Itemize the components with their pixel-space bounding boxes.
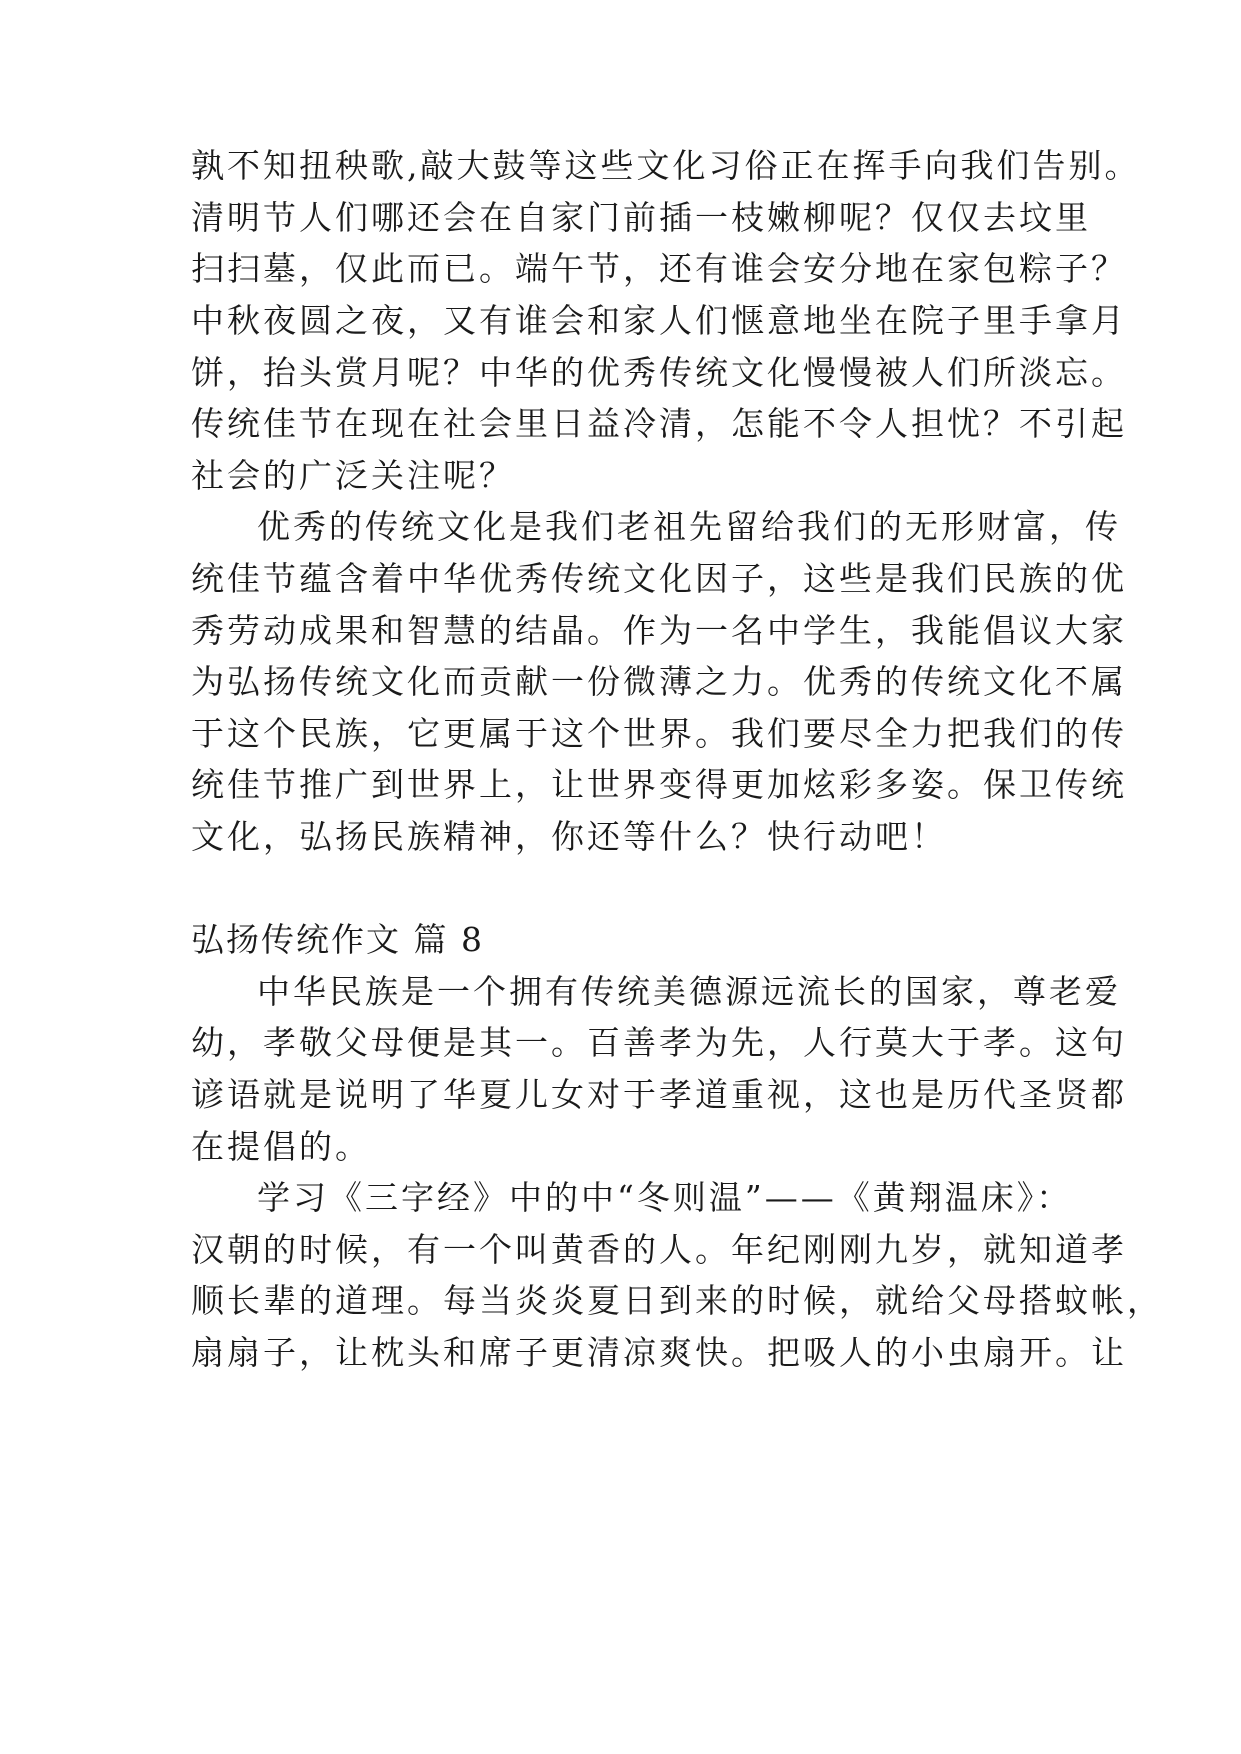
text-line: 中秋夜圆之夜，又有谁会和家人们惬意地坐在院子里手拿月 — [191, 301, 1127, 340]
section-title: 弘扬传统作文 篇 8 — [191, 920, 484, 959]
text-line: 清明节人们哪还会在自家门前插一枝嫩柳呢？仅仅去坟里 — [191, 198, 1091, 237]
text-line: 为弘扬传统文化而贡献一份微薄之力。优秀的传统文化不属 — [191, 662, 1127, 701]
text-line: 扇扇子，让枕头和席子更清凉爽快。把吸人的小虫扇开。让 — [191, 1333, 1127, 1372]
text-line: 扫扫墓，仅此而已。端午节，还有谁会安分地在家包粽子？ — [191, 249, 1127, 288]
text-line: 优秀的传统文化是我们老祖先留给我们的无形财富，传 — [257, 507, 1121, 546]
text-line: 学习《三字经》中的中“冬则温”——《黄翔温床》： — [257, 1178, 1073, 1217]
text-line: 中华民族是一个拥有传统美德源远流长的国家，尊老爱 — [257, 972, 1121, 1011]
text-line: 社会的广泛关注呢？ — [191, 456, 515, 495]
text-line: 谚语就是说明了华夏儿女对于孝道重视，这也是历代圣贤都 — [191, 1075, 1127, 1114]
text-line: 顺长辈的道理。每当炎炎夏日到来的时候，就给父母搭蚊帐， — [191, 1281, 1163, 1320]
text-line: 统佳节蕴含着中华优秀传统文化因子，这些是我们民族的优 — [191, 559, 1127, 598]
text-line: 秀劳动成果和智慧的结晶。作为一名中学生，我能倡议大家 — [191, 611, 1127, 650]
text-line: 文化，弘扬民族精神，你还等什么？快行动吧！ — [191, 817, 947, 856]
text-line: 孰不知扭秧歌,敲大鼓等这些文化习俗正在挥手向我们告别。 — [191, 146, 1141, 185]
text-line: 传统佳节在现在社会里日益冷清，怎能不令人担忧？不引起 — [191, 404, 1127, 443]
text-line: 在提倡的。 — [191, 1127, 371, 1166]
text-line: 统佳节推广到世界上，让世界变得更加炫彩多姿。保卫传统 — [191, 765, 1127, 804]
text-line: 饼，抬头赏月呢？中华的优秀传统文化慢慢被人们所淡忘。 — [191, 353, 1127, 392]
text-line: 汉朝的时候，有一个叫黄香的人。年纪刚刚九岁，就知道孝 — [191, 1230, 1127, 1269]
text-line: 于这个民族，它更属于这个世界。我们要尽全力把我们的传 — [191, 714, 1127, 753]
text-line: 幼，孝敬父母便是其一。百善孝为先，人行莫大于孝。这句 — [191, 1023, 1127, 1062]
